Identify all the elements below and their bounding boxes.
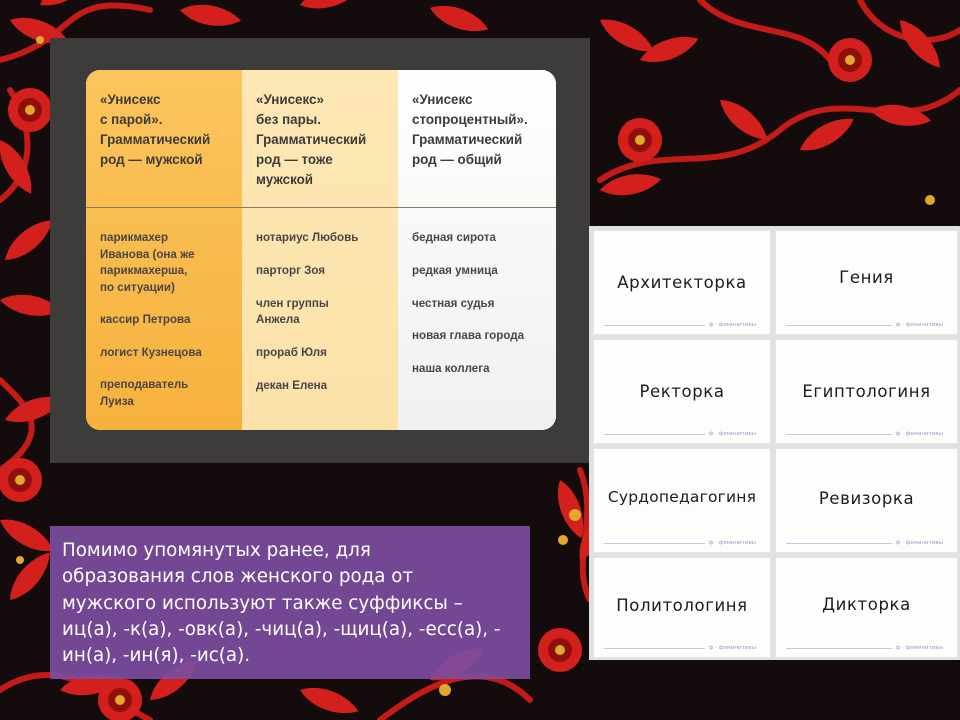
card-footer-tag: ф · феминитивы bbox=[705, 431, 760, 437]
table-cell: парторг Зоя bbox=[256, 263, 326, 277]
table-cell: прораб Юля bbox=[256, 345, 327, 359]
suffixes-note-box bbox=[50, 526, 530, 679]
table-cell: кассир Петрова bbox=[100, 313, 191, 326]
card-footer-tag: ф · феминитивы bbox=[892, 322, 947, 328]
card-footer-tag: ф · феминитивы bbox=[705, 540, 760, 546]
table-column-unisex-with-pair bbox=[86, 70, 242, 430]
word-card bbox=[775, 448, 958, 553]
suffixes-note-text: Помимо упомянутых ранее, для образования слов женского рода от мужского используют также суффиксы – иц(а), -к(а), -овк(а), -чиц(а), -щиц(а), -есс(а), - ин(а), -ин(я), -ис(а). bbox=[62, 540, 501, 667]
word-card bbox=[593, 230, 771, 335]
table-column-unisex-without-pair bbox=[242, 70, 398, 430]
table-cell: преподаватель Луиза bbox=[100, 378, 189, 408]
column-header: «Унисекс стопроцентный». Грамматический род — общий bbox=[412, 92, 528, 167]
card-word: Архитекторка bbox=[617, 273, 747, 292]
word-card bbox=[775, 230, 958, 335]
card-footer-tag: ф · феминитивы bbox=[892, 431, 947, 437]
feminitive-cards-grid bbox=[589, 226, 960, 660]
card-word: Политологиня bbox=[616, 596, 748, 615]
table-cell: логист Кузнецова bbox=[100, 345, 202, 359]
table-cell: новая глава города bbox=[412, 329, 525, 343]
card-footer-tag: ф · феминитивы bbox=[705, 645, 760, 651]
word-card bbox=[775, 339, 958, 444]
card-word: Египтологиня bbox=[802, 382, 931, 401]
column-header: «Унисекс с парой». Грамматический род — мужской bbox=[100, 92, 211, 167]
card-word: Ревизорка bbox=[818, 489, 915, 508]
table-cell: парикмахер Иванова (она же парикмахерша, по ситуации) bbox=[100, 231, 195, 294]
card-footer-tag: ф · феминитивы bbox=[892, 645, 947, 651]
word-card bbox=[593, 339, 771, 444]
column-header: «Унисекс» без пары. Грамматический род — тоже мужской bbox=[256, 92, 367, 187]
card-word: Ректорка bbox=[639, 382, 725, 401]
table-slide-panel bbox=[50, 38, 590, 463]
table-cell: редкая умница bbox=[412, 263, 498, 277]
unisex-gender-table bbox=[86, 70, 556, 430]
table-cell: декан Елена bbox=[256, 378, 328, 392]
card-word: Сурдопедагогиня bbox=[607, 488, 757, 506]
card-footer-tag: ф · феминитивы bbox=[705, 322, 760, 328]
table-cell: честная судья bbox=[412, 296, 495, 310]
table-cell: бедная сирота bbox=[412, 231, 496, 244]
word-card bbox=[775, 557, 958, 658]
card-footer-tag: ф · феминитивы bbox=[892, 540, 947, 546]
word-card bbox=[593, 557, 771, 658]
table-column-unisex-common-gender bbox=[398, 70, 556, 430]
table-cell: нотариус Любовь bbox=[256, 231, 359, 244]
table-cell: наша коллега bbox=[412, 362, 490, 376]
card-word: Гения bbox=[839, 268, 894, 287]
header-divider bbox=[86, 207, 556, 208]
table-cell: член группы Анжела bbox=[256, 296, 329, 327]
word-card bbox=[593, 448, 771, 553]
card-word: Дикторка bbox=[822, 595, 911, 614]
